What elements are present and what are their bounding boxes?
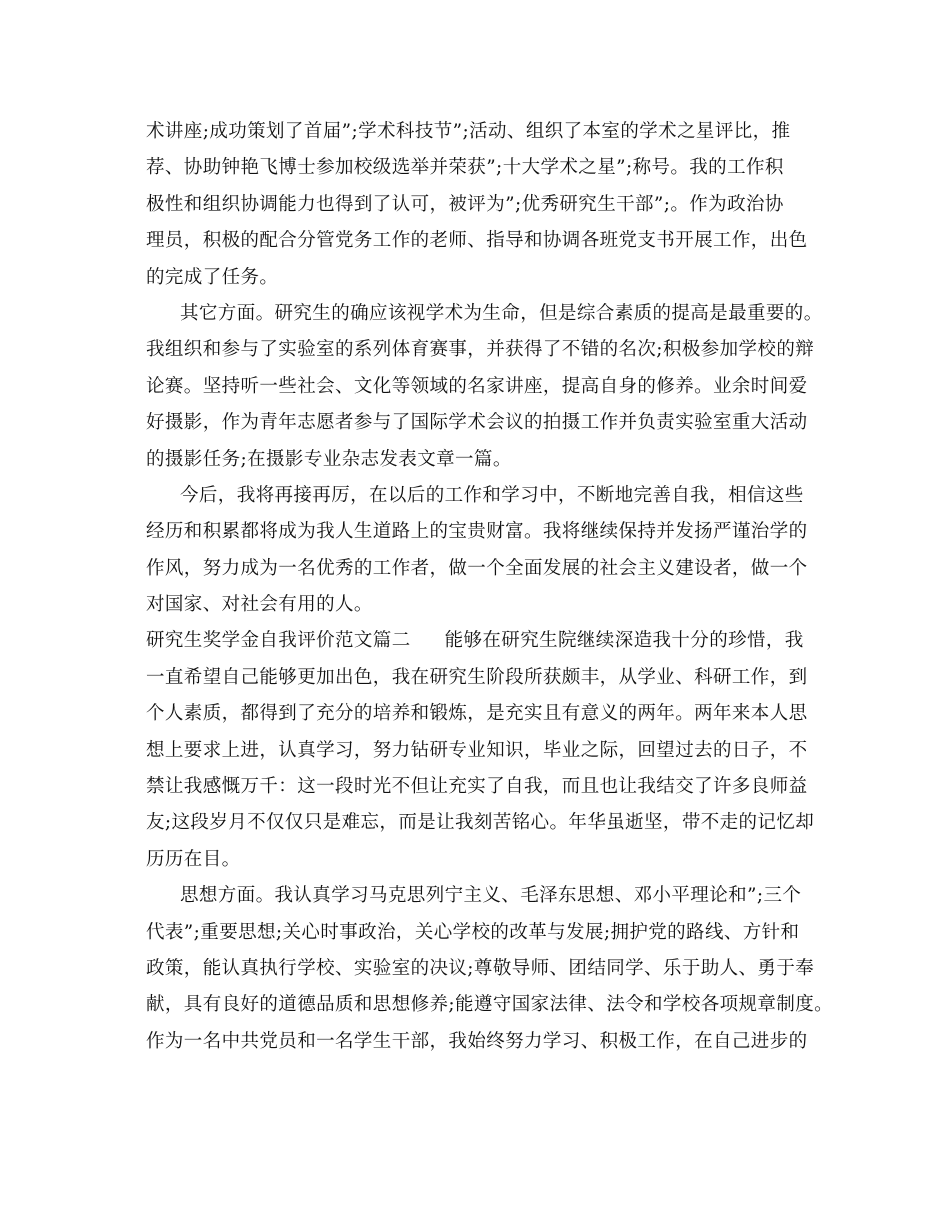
section-heading-line <box>146 623 816 659</box>
text-line: 荐、协助钟艳飞博士参加校级选举并荣获”;十大学术之星”;称号。我的工作积 <box>146 157 784 179</box>
text-line: 经历和积累都将成为我人生道路上的宝贵财富。我将继续保持并发扬严谨治学的 <box>146 521 808 543</box>
text-line: 的完成了任务。 <box>146 266 279 288</box>
text-line: 好摄影，作为青年志愿者参与了国际学术会议的拍摄工作并负责实验室重大活动 <box>146 412 808 434</box>
section-heading: 研究生奖学金自我评价范文篇二 <box>146 630 411 652</box>
text-line: 个人素质，都得到了充分的培养和锻炼，是充实且有意义的两年。两年来本人思 <box>146 703 808 725</box>
text-line: 论赛。坚持听一些社会、文化等领域的名家讲座，提高自身的修养。业余时间爱 <box>146 375 808 397</box>
text-line: 代表”;重要思想;关心时事政治，关心学校的改革与发展;拥护党的路线、方针和 <box>146 921 800 943</box>
text-line: 的摄影任务;在摄影专业杂志发表文章一篇。 <box>146 448 512 470</box>
text-line: 历历在目。 <box>146 848 241 870</box>
text-line: 理员，积极的配合分管党务工作的老师、指导和协调各班党支书开展工作，出色 <box>146 230 808 252</box>
paragraph-start-line: 其它方面。研究生的确应该视学术为生命，但是综合素质的提高是最重要的。 <box>180 302 823 324</box>
paragraph-start-line: 思想方面。我认真学习马克思列宁主义、毛泽东思想、邓小平理论和”;三个 <box>180 885 802 907</box>
section-first-sentence: 能够在研究生院继续深造我十分的珍惜，我 <box>444 630 804 652</box>
text-line: 献，具有良好的道德品质和思想修养;能遵守国家法律、法令和学校各项规章制度。 <box>146 994 834 1016</box>
text-line: 想上要求上进，认真学习，努力钻研专业知识，毕业之际，回望过去的日子，不 <box>146 739 808 761</box>
text-line: 政策，能认真执行学校、实验室的决议;尊敬导师、团结同学、乐于助人、勇于奉 <box>146 957 815 979</box>
text-line: 我组织和参与了实验室的系列体育赛事，并获得了不错的名次;积极参加学校的辩 <box>146 339 815 361</box>
text-line: 对国家、对社会有用的人。 <box>146 594 373 616</box>
text-line: 禁让我感慨万千：这一段时光不但让充实了自我，而且也让我结交了许多良师益 <box>146 776 808 798</box>
text-line: 极性和组织协调能力也得到了认可，被评为”;优秀研究生干部”;。作为政治协 <box>146 193 784 215</box>
document-body <box>146 114 834 1060</box>
text-line: 作风，努力成为一名优秀的工作者，做一个全面发展的社会主义建设者，做一个 <box>146 557 808 579</box>
text-line: 一直希望自己能够更加出色，我在研究生阶段所获颇丰，从学业、科研工作，到 <box>146 666 808 688</box>
text-line: 友;这段岁月不仅仅只是难忘，而是让我刻苦铭心。年华虽逝坚，带不走的记忆却 <box>146 812 815 834</box>
text-line: 术讲座;成功策划了首届”;学术科技节”;活动、组织了本室的学术之星评比，推 <box>146 121 791 142</box>
text-line: 作为一名中共党员和一名学生干部，我始终努力学习、积极工作，在自己进步的 <box>146 1030 808 1052</box>
paragraph-start-line: 今后，我将再接再厉，在以后的工作和学习中，不断地完善自我，相信这些 <box>180 484 804 506</box>
